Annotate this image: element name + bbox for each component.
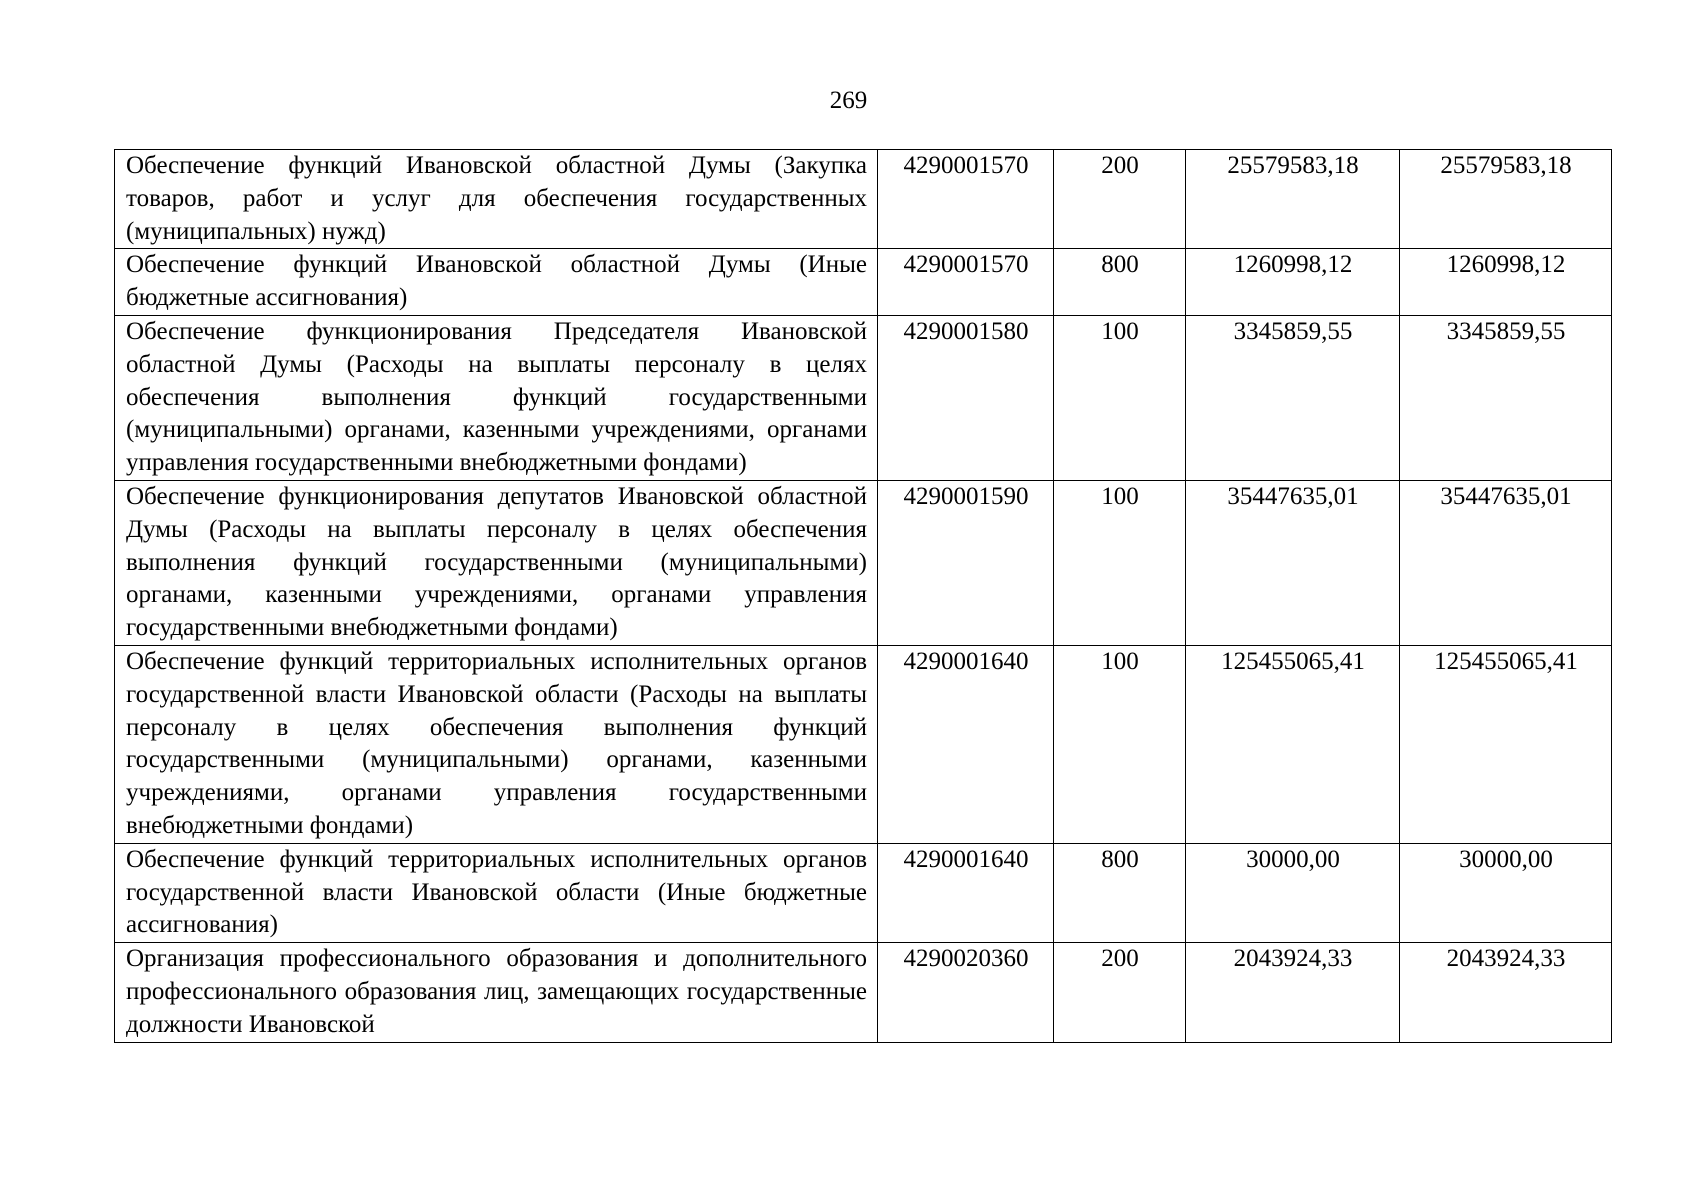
target-code: 4290001570: [878, 150, 1054, 249]
amount-column-1: 25579583,18: [1186, 150, 1400, 249]
row-description: Обеспечение функционирования депутатов Ивановской областной Думы (Расходы на выплаты персоналу в целях обеспечения выполнения функций государственными (муниципальными) органами, казенными учреждениями, органами управления государственными внебюджетными фондами): [115, 480, 878, 645]
target-code: 4290001570: [878, 249, 1054, 316]
row-description: Организация профессионального образования и дополнительного профессионального образования лиц, замещающих государственные должности Ивановской: [115, 943, 878, 1042]
table-row: [115, 843, 1612, 942]
row-description: Обеспечение функций территориальных исполнительных органов государственной власти Ивановской области (Расходы на выплаты персоналу в целях обеспечения выполнения функций государственными (муниципальными) органами, казенными учреждениями, органами управления государственными внебюджетными фондами): [115, 645, 878, 843]
table-row: [115, 480, 1612, 645]
amount-column-2: 125455065,41: [1400, 645, 1612, 843]
row-description: Обеспечение функций Ивановской областной Думы (Иные бюджетные ассигнования): [115, 249, 878, 316]
budget-table: [114, 149, 1612, 1043]
amount-column-2: 2043924,33: [1400, 943, 1612, 1042]
table-row: [115, 645, 1612, 843]
amount-column-1: 35447635,01: [1186, 480, 1400, 645]
target-code: 4290001590: [878, 480, 1054, 645]
row-description: Обеспечение функций территориальных исполнительных органов государственной власти Ивановской области (Иные бюджетные ассигнования): [115, 843, 878, 942]
amount-column-2: 1260998,12: [1400, 249, 1612, 316]
amount-column-2: 35447635,01: [1400, 480, 1612, 645]
row-description: Обеспечение функционирования Председателя Ивановской областной Думы (Расходы на выплаты персоналу в целях обеспечения выполнения функций государственными (муниципальными) органами, казенными учреждениями, органами управления государственными внебюджетными фондами): [115, 315, 878, 480]
expense-type: 100: [1054, 480, 1186, 645]
expense-type: 800: [1054, 249, 1186, 316]
target-code: 4290020360: [878, 943, 1054, 1042]
table-row: [115, 249, 1612, 316]
expense-type: 200: [1054, 150, 1186, 249]
amount-column-1: 30000,00: [1186, 843, 1400, 942]
amount-column-1: 1260998,12: [1186, 249, 1400, 316]
table-row: [115, 150, 1612, 249]
target-code: 4290001580: [878, 315, 1054, 480]
table-row: [115, 943, 1612, 1042]
page-number: 269: [829, 87, 868, 114]
expense-type: 800: [1054, 843, 1186, 942]
amount-column-1: 3345859,55: [1186, 315, 1400, 480]
amount-column-2: 30000,00: [1400, 843, 1612, 942]
table-row: [115, 315, 1612, 480]
row-description: Обеспечение функций Ивановской областной Думы (Закупка товаров, работ и услуг для обеспечения государственных (муниципальных) нужд): [115, 150, 878, 249]
expense-type: 100: [1054, 315, 1186, 480]
target-code: 4290001640: [878, 645, 1054, 843]
amount-column-1: 125455065,41: [1186, 645, 1400, 843]
expense-type: 200: [1054, 943, 1186, 1042]
amount-column-2: 25579583,18: [1400, 150, 1612, 249]
target-code: 4290001640: [878, 843, 1054, 942]
expense-type: 100: [1054, 645, 1186, 843]
amount-column-2: 3345859,55: [1400, 315, 1612, 480]
amount-column-1: 2043924,33: [1186, 943, 1400, 1042]
